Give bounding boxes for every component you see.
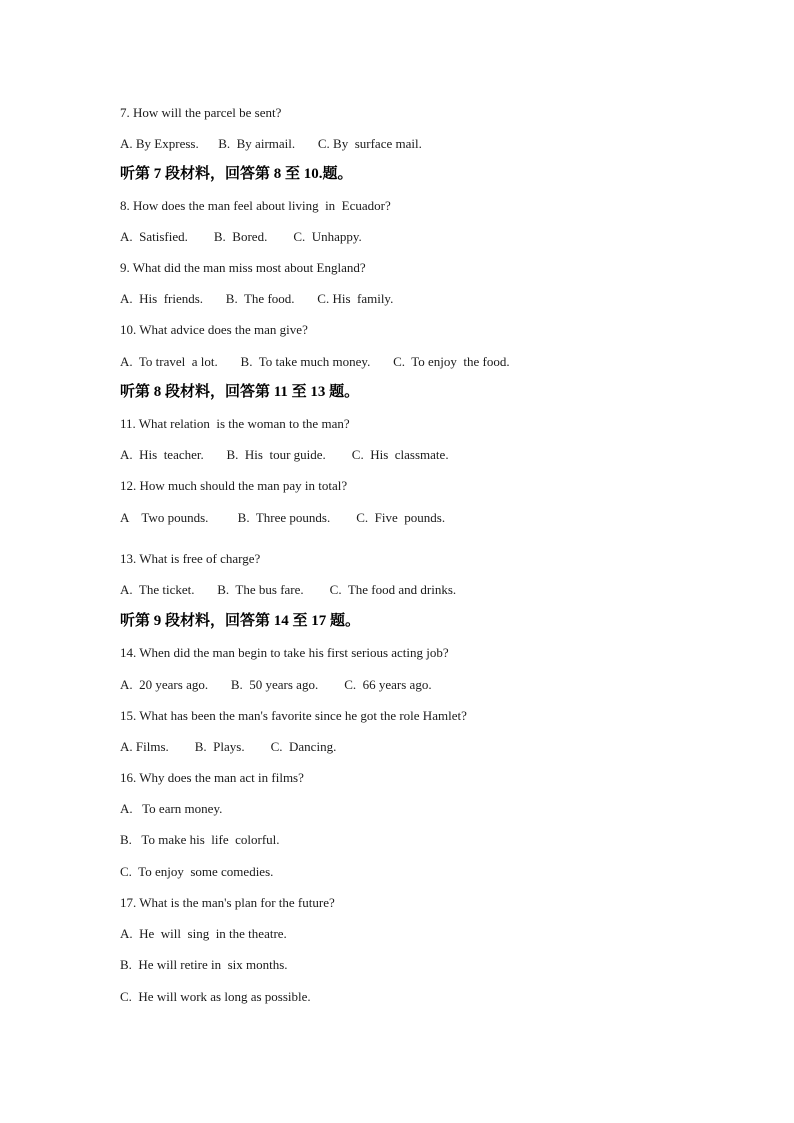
option-16c: C. To enjoy some comedies. [120,864,274,879]
section-heading-9: 听第 9 段材料，回答第 14 至 17 题。 [120,613,361,629]
options-11: A. His teacher. B. His tour guide. C. His classmate. [120,447,449,462]
option-17a: A. He will sing in the theatre. [120,926,287,941]
question-13: 13. What is free of charge? [120,551,261,566]
options-13: A. The ticket. B. The bus fare. C. The food and drinks. [120,582,457,597]
options-12: A Two pounds. B. Three pounds. C. Five pounds. [120,510,446,525]
option-16a: A. To earn money. [120,801,223,816]
question-9: 9. What did the man miss most about England? [120,260,366,275]
question-15: 15. What has been the man's favorite since he got the role Hamlet? [120,708,467,723]
options-8: A. Satisfied. B. Bored. C. Unhappy. [120,229,362,244]
section-heading-7: 听第 7 段材料，回答第 8 至 10.题。 [120,166,353,182]
question-11: 11. What relation is the woman to the man? [120,416,350,431]
section-heading-8: 听第 8 段材料，回答第 11 至 13 题。 [120,384,360,400]
options-7: A. By Express. B. By airmail. C. By surface mail. [120,136,422,151]
options-15: A. Films. B. Plays. C. Dancing. [120,739,337,754]
options-10: A. To travel a lot. B. To take much money. C. To enjoy the food. [120,354,510,369]
question-8: 8. How does the man feel about living in Ecuador? [120,198,391,213]
option-16b: B. To make his life colorful. [120,832,280,847]
question-7: 7. How will the parcel be sent? [120,105,282,120]
option-17c: C. He will work as long as possible. [120,989,311,1004]
options-14: A. 20 years ago. B. 50 years ago. C. 66 years ago. [120,677,432,692]
question-17: 17. What is the man's plan for the future? [120,895,335,910]
question-14: 14. When did the man begin to take his first serious acting job? [120,645,449,660]
question-16: 16. Why does the man act in films? [120,770,304,785]
options-9: A. His friends. B. The food. C. His family. [120,291,394,306]
option-17b: B. He will retire in six months. [120,957,288,972]
question-10: 10. What advice does the man give? [120,322,308,337]
question-12: 12. How much should the man pay in total? [120,478,348,493]
